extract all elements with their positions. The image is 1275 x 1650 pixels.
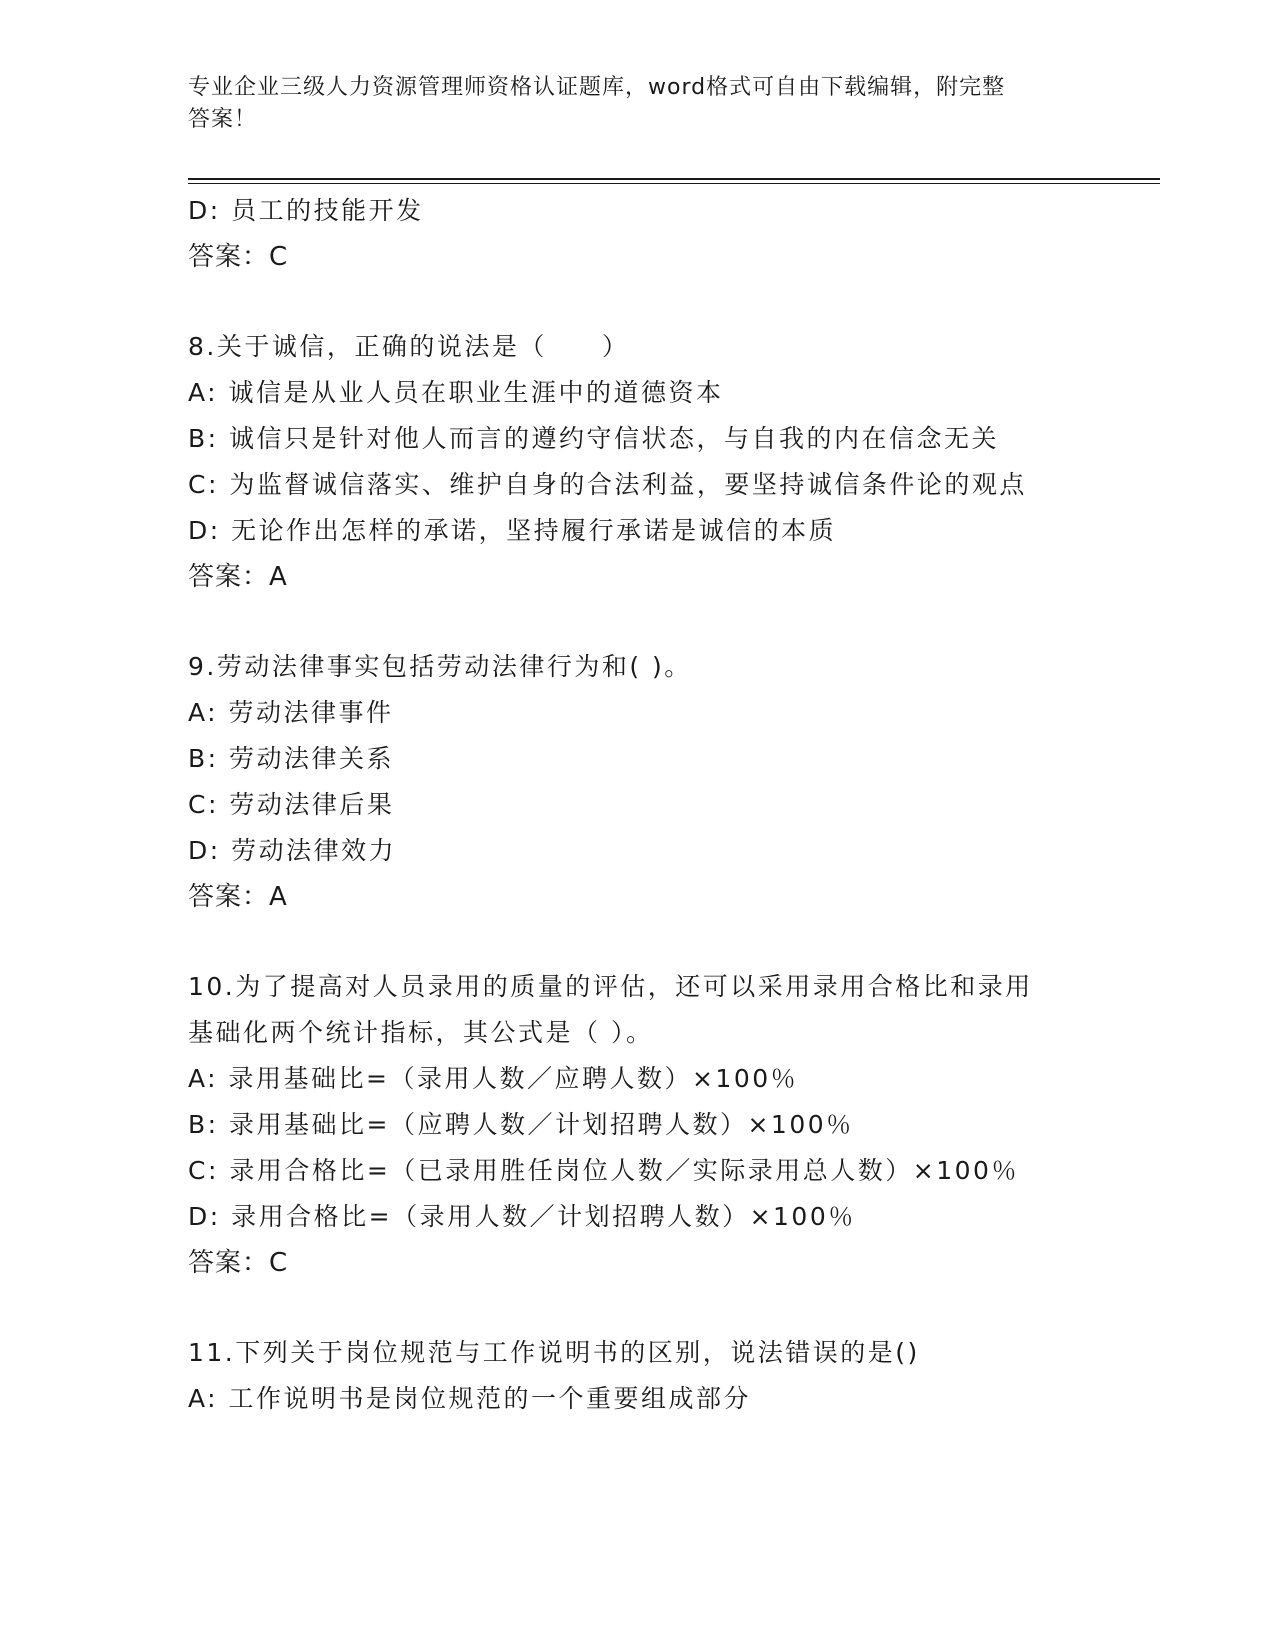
spacer bbox=[188, 280, 1088, 324]
header-line-2: 答案！ bbox=[188, 107, 258, 132]
question-text: 9.劳动法律事实包括劳动法律行为和( )。 bbox=[188, 652, 692, 681]
option-d: D: 录用合格比=（录用人数／计划招聘人数）×100％ bbox=[188, 1202, 856, 1231]
answer: 答案：A bbox=[188, 882, 288, 912]
option-b: B: 诚信只是针对他人而言的遵约守信状态，与自我的内在信念无关 bbox=[188, 424, 1000, 453]
question-8 bbox=[188, 324, 1088, 600]
option-d: D: 劳动法律效力 bbox=[188, 836, 397, 865]
spacer bbox=[188, 920, 1088, 964]
option-d: D: 无论作出怎样的承诺，坚持履行承诺是诚信的本质 bbox=[188, 516, 837, 545]
prev-answer: 答案：C bbox=[188, 242, 289, 272]
option-b: B: 劳动法律关系 bbox=[188, 744, 395, 773]
question-text-line-1: 10.为了提高对人员录用的质量的评估，还可以采用录用合格比和录用 bbox=[188, 972, 1033, 1001]
option-c: C: 劳动法律后果 bbox=[188, 790, 395, 819]
answer: 答案：A bbox=[188, 562, 288, 592]
document-header bbox=[188, 72, 1068, 136]
option-c: C: 为监督诚信落实、维护自身的合法利益，要坚持诚信条件论的观点 bbox=[188, 470, 1027, 499]
prev-option-d: D: 员工的技能开发 bbox=[188, 196, 424, 225]
question-10 bbox=[188, 964, 1088, 1286]
header-line-1: 专业企业三级人力资源管理师资格认证题库，word格式可自由下载编辑，附完整 bbox=[188, 75, 1006, 100]
option-a: A: 录用基础比=（录用人数／应聘人数）×100％ bbox=[188, 1064, 799, 1093]
question-9 bbox=[188, 644, 1088, 920]
header-divider-thick bbox=[188, 178, 1160, 180]
question-text: 11.下列关于岗位规范与工作说明书的区别，说法错误的是() bbox=[188, 1338, 920, 1367]
question-text: 8.关于诚信，正确的说法是（ ） bbox=[188, 332, 630, 361]
question-11 bbox=[188, 1330, 1088, 1422]
option-a: A: 劳动法律事件 bbox=[188, 698, 394, 727]
option-c: C: 录用合格比=（已录用胜任岗位人数／实际录用总人数）×100％ bbox=[188, 1156, 1019, 1185]
option-a: A: 诚信是从业人员在职业生涯中的道德资本 bbox=[188, 378, 724, 407]
option-a: A: 工作说明书是岗位规范的一个重要组成部分 bbox=[188, 1384, 752, 1413]
header-divider-thin bbox=[188, 183, 1160, 184]
question-text-line-2: 基础化两个统计指标，其公式是（ ）。 bbox=[188, 1018, 654, 1047]
option-b: B: 录用基础比=（应聘人数／计划招聘人数）×100％ bbox=[188, 1110, 854, 1139]
spacer bbox=[188, 600, 1088, 644]
spacer bbox=[188, 1286, 1088, 1330]
answer: 答案：C bbox=[188, 1248, 289, 1278]
question-list bbox=[188, 188, 1088, 1422]
